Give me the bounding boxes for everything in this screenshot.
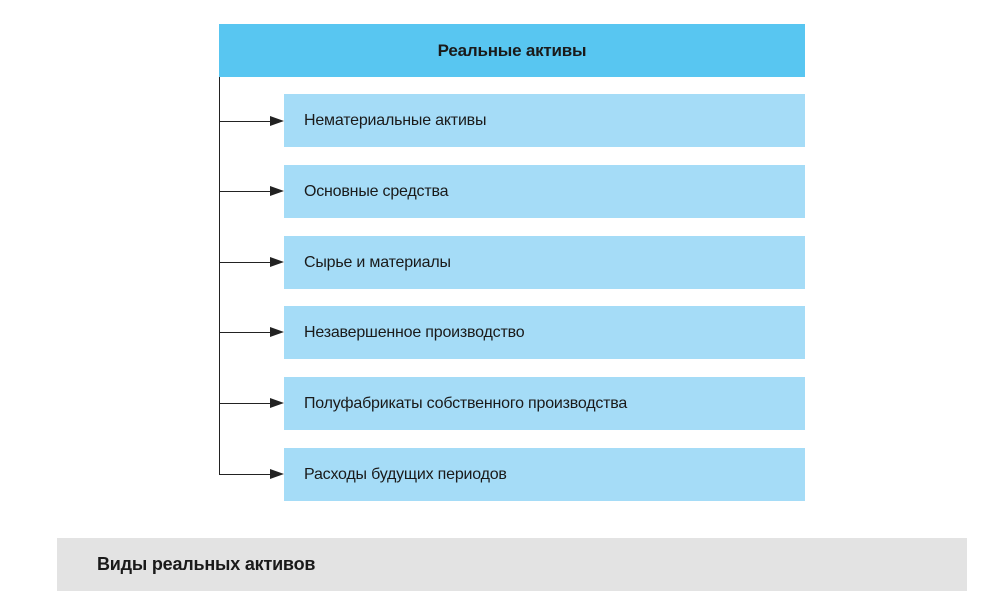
connector-branch-2 <box>220 191 274 192</box>
connector-branch-5 <box>220 403 274 404</box>
child-node-label: Основные средства <box>304 182 449 200</box>
child-node-work-in-progress <box>284 306 805 359</box>
arrow-right-icon <box>270 116 284 126</box>
connector-branch-4 <box>220 332 274 333</box>
arrow-right-icon <box>270 257 284 267</box>
root-node-label: Реальные активы <box>437 40 587 60</box>
child-node-raw-materials <box>284 236 805 289</box>
child-node-deferred-expenses <box>284 448 805 501</box>
child-node-label: Полуфабрикаты собственного производства <box>304 394 628 412</box>
child-node-label: Сырье и материалы <box>304 253 451 271</box>
child-node-semi-finished-goods <box>284 377 805 430</box>
arrow-right-icon <box>270 469 284 479</box>
root-node <box>219 24 805 77</box>
child-node-label: Расходы будущих периодов <box>304 465 507 483</box>
connector-branch-3 <box>220 262 274 263</box>
child-node-intangible-assets <box>284 94 805 147</box>
arrow-right-icon <box>270 398 284 408</box>
figure-caption <box>57 538 967 591</box>
child-node-label: Незавершенное производство <box>304 323 525 341</box>
arrow-right-icon <box>270 186 284 196</box>
figure-caption-text: Виды реальных активов <box>97 554 316 574</box>
arrow-right-icon <box>270 327 284 337</box>
child-node-fixed-assets <box>284 165 805 218</box>
connector-branch-6 <box>220 474 274 475</box>
connector-branch-1 <box>220 121 274 122</box>
connector-trunk <box>219 77 220 475</box>
child-node-label: Нематериальные активы <box>304 111 487 129</box>
